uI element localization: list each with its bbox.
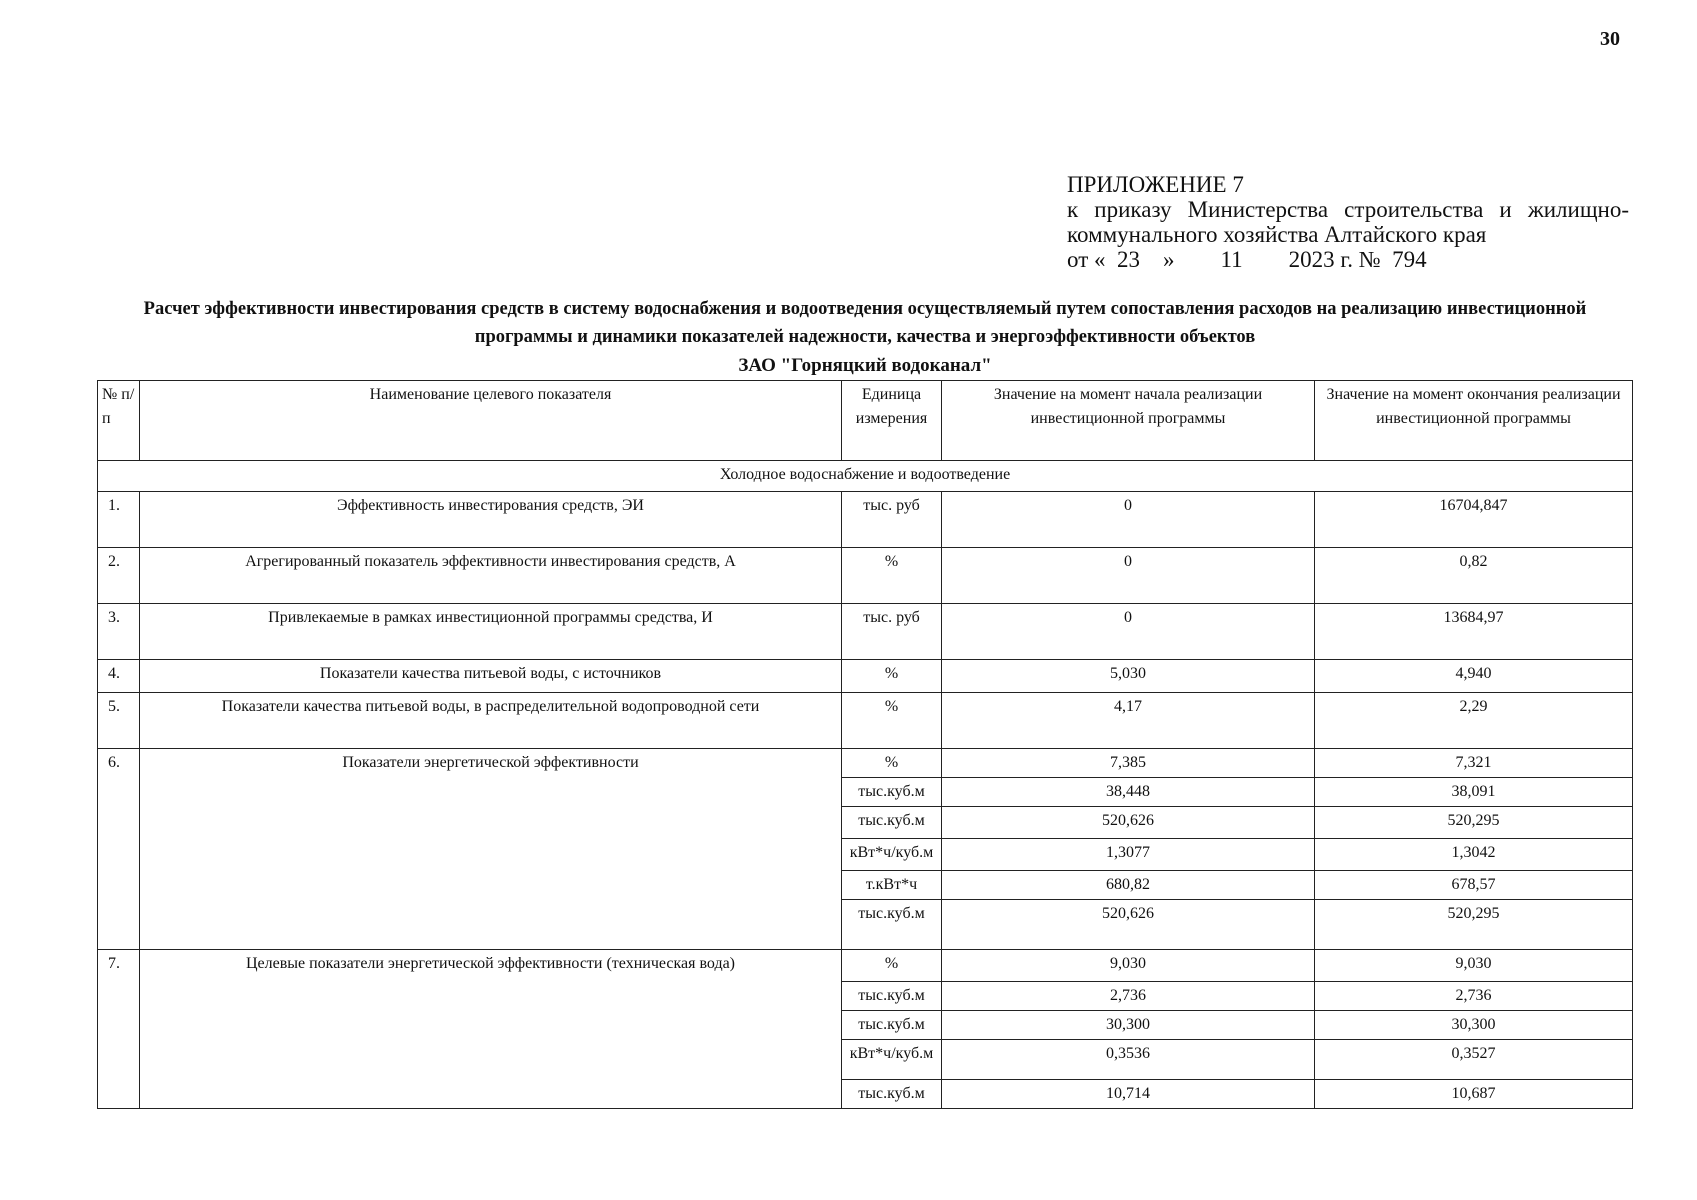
appendix-block bbox=[1067, 172, 1629, 272]
header-start: Значение на момент начала реализации инвестиционной программы bbox=[942, 381, 1315, 461]
row-end: 30,300 bbox=[1315, 1011, 1633, 1040]
row-end: 0,3527 bbox=[1315, 1040, 1633, 1080]
row-start: 38,448 bbox=[942, 778, 1315, 807]
row-unit: тыс.куб.м bbox=[842, 900, 942, 950]
row-name: Показатели качества питьевой воды, с источников bbox=[140, 660, 842, 693]
row-name: Показатели энергетической эффективности bbox=[140, 749, 842, 950]
table-row bbox=[98, 660, 1633, 693]
row-start: 0,3536 bbox=[942, 1040, 1315, 1080]
row-end: 38,091 bbox=[1315, 778, 1633, 807]
table-row bbox=[98, 950, 1633, 982]
row-end: 2,29 bbox=[1315, 693, 1633, 749]
appendix-date-line: от « 23 » 11 2023 г. № 794 bbox=[1067, 247, 1427, 272]
row-start: 30,300 bbox=[942, 1011, 1315, 1040]
row-end: 10,687 bbox=[1315, 1080, 1633, 1109]
row-start: 520,626 bbox=[942, 900, 1315, 950]
row-end: 13684,97 bbox=[1315, 604, 1633, 660]
row-num: 2. bbox=[98, 548, 140, 604]
row-name: Показатели качества питьевой воды, в распределительной водопроводной сети bbox=[140, 693, 842, 749]
appendix-line-1: к приказу Министерства строительства и жилищно- bbox=[1067, 197, 1629, 222]
appendix-title: ПРИЛОЖЕНИЕ 7 bbox=[1067, 172, 1244, 197]
row-start: 1,3077 bbox=[942, 839, 1315, 871]
row-num: 1. bbox=[98, 492, 140, 548]
row-end: 2,736 bbox=[1315, 982, 1633, 1011]
table-row bbox=[98, 604, 1633, 660]
row-end: 520,295 bbox=[1315, 807, 1633, 839]
row-start: 5,030 bbox=[942, 660, 1315, 693]
row-end: 16704,847 bbox=[1315, 492, 1633, 548]
row-start: 0 bbox=[942, 548, 1315, 604]
row-end: 4,940 bbox=[1315, 660, 1633, 693]
row-name: Агрегированный показатель эффективности инвестирования средств, А bbox=[140, 548, 842, 604]
row-num: 3. bbox=[98, 604, 140, 660]
row-start: 520,626 bbox=[942, 807, 1315, 839]
row-end: 1,3042 bbox=[1315, 839, 1633, 871]
table-row bbox=[98, 548, 1633, 604]
row-end: 9,030 bbox=[1315, 950, 1633, 982]
indicators-table bbox=[97, 380, 1633, 1109]
row-start: 2,736 bbox=[942, 982, 1315, 1011]
row-num: 5. bbox=[98, 693, 140, 749]
table-row bbox=[98, 492, 1633, 548]
row-unit: тыс.куб.м bbox=[842, 982, 942, 1011]
row-unit: % bbox=[842, 749, 942, 778]
row-unit: тыс.куб.м bbox=[842, 778, 942, 807]
row-unit: тыс.куб.м bbox=[842, 807, 942, 839]
row-unit: кВт*ч/куб.м bbox=[842, 839, 942, 871]
header-unit: Единица измерения bbox=[842, 381, 942, 461]
row-unit: тыс.куб.м bbox=[842, 1080, 942, 1109]
row-start: 0 bbox=[942, 604, 1315, 660]
appendix-line-2: коммунального хозяйства Алтайского края bbox=[1067, 222, 1487, 247]
table-row bbox=[98, 693, 1633, 749]
row-num: 6. bbox=[98, 749, 140, 950]
row-end: 678,57 bbox=[1315, 871, 1633, 900]
row-name: Целевые показатели энергетической эффективности (техническая вода) bbox=[140, 950, 842, 1109]
header-end: Значение на момент окончания реализации инвестиционной программы bbox=[1315, 381, 1633, 461]
header-name: Наименование целевого показателя bbox=[140, 381, 842, 461]
section-title: Холодное водоснабжение и водоотведение bbox=[98, 461, 1633, 492]
section-row bbox=[98, 461, 1633, 492]
row-end: 0,82 bbox=[1315, 548, 1633, 604]
row-name: Привлекаемые в рамках инвестиционной программы средства, И bbox=[140, 604, 842, 660]
row-name: Эффективность инвестирования средств, ЭИ bbox=[140, 492, 842, 548]
header-num: № п/п bbox=[98, 381, 140, 461]
row-unit: т.кВт*ч bbox=[842, 871, 942, 900]
row-unit: % bbox=[842, 950, 942, 982]
organization-name: ЗАО "Горняцкий водоканал" bbox=[738, 355, 992, 376]
page-number: 30 bbox=[1600, 28, 1620, 50]
row-unit: тыс. руб bbox=[842, 604, 942, 660]
row-start: 9,030 bbox=[942, 950, 1315, 982]
row-unit: % bbox=[842, 548, 942, 604]
document-heading: Расчет эффективности инвестирования средств в систему водоснабжения и водоотведения осуществляемый путем сопоставления расходов на реализацию инвестиционной программы и динамики показателей надежности, качества и энергоэффективности объектов bbox=[143, 299, 1587, 347]
row-unit: % bbox=[842, 693, 942, 749]
row-start: 4,17 bbox=[942, 693, 1315, 749]
row-start: 0 bbox=[942, 492, 1315, 548]
row-end: 520,295 bbox=[1315, 900, 1633, 950]
row-unit: тыс.куб.м bbox=[842, 1011, 942, 1040]
row-unit: % bbox=[842, 660, 942, 693]
row-start: 7,385 bbox=[942, 749, 1315, 778]
table-row bbox=[98, 749, 1633, 778]
row-start: 680,82 bbox=[942, 871, 1315, 900]
row-num: 4. bbox=[98, 660, 140, 693]
row-unit: тыс. руб bbox=[842, 492, 942, 548]
row-end: 7,321 bbox=[1315, 749, 1633, 778]
row-num: 7. bbox=[98, 950, 140, 1109]
row-unit: кВт*ч/куб.м bbox=[842, 1040, 942, 1080]
row-start: 10,714 bbox=[942, 1080, 1315, 1109]
